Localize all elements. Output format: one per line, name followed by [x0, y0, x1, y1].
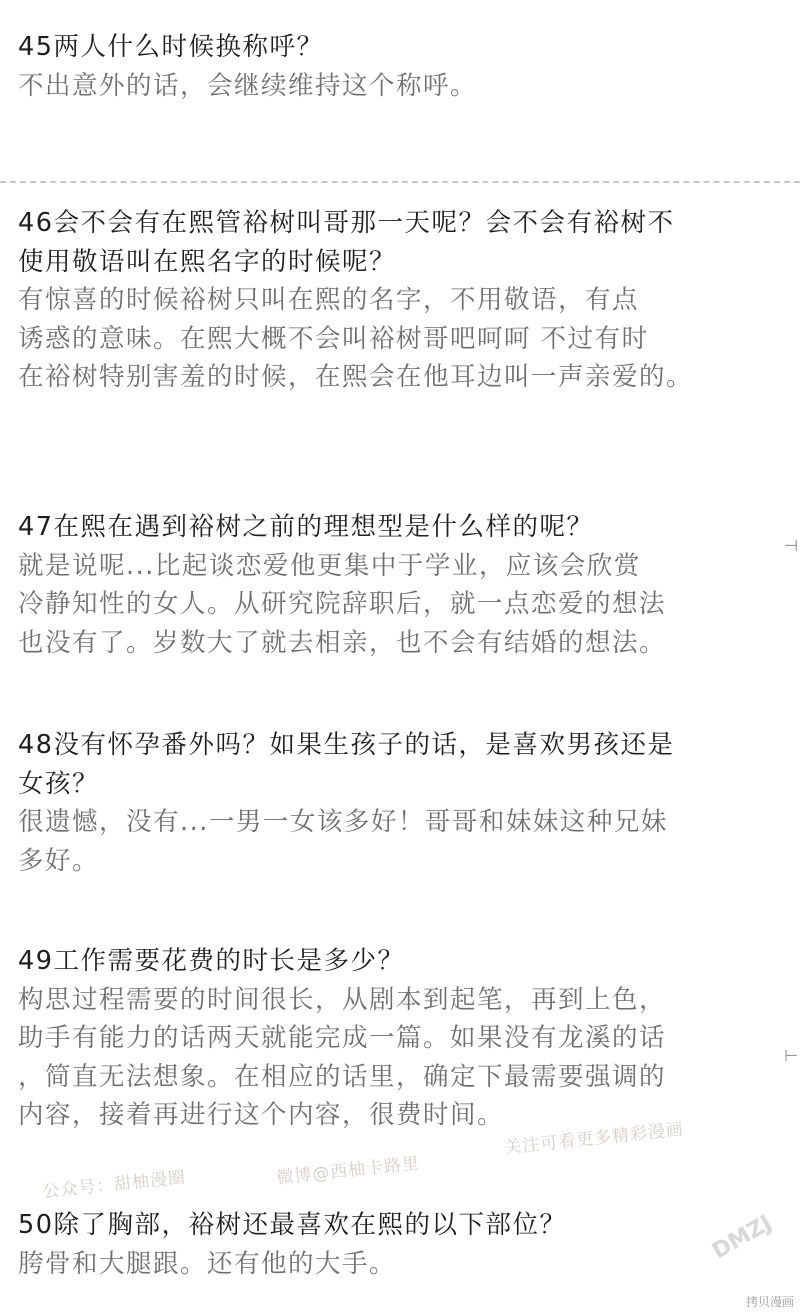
answer-text: 构思过程需要的时间很长，从剧本到起笔，再到上色，	[18, 984, 667, 1015]
edge-mark-icon: ⊣	[784, 536, 798, 555]
answer-text: 胯骨和大腿跟。还有他的大手。	[18, 1248, 397, 1279]
answer-text: 很遗憾，没有...一男一女该多好！哥哥和妹妹这种兄妹	[18, 807, 668, 837]
answer-text: 也没有了。岁数大了就去相亲，也不会有结婚的想法。	[18, 627, 667, 658]
question-text: 48没有怀孕番外吗？如果生孩子的话，是喜欢男孩还是	[18, 730, 675, 760]
qa-block-48	[18, 726, 793, 880]
question-text: 50除了胸部，裕树还最喜欢在熙的以下部位？	[18, 1210, 567, 1240]
question-text: 49工作需要花费的时长是多少？	[18, 946, 405, 976]
qa-block-46	[18, 204, 793, 397]
answer-text: 有惊喜的时候裕树只叫在熙的名字，不用敬语，有点	[18, 285, 640, 315]
qa-block-45	[18, 28, 793, 105]
qa-block-47	[18, 508, 793, 662]
answer-text: 就是说呢...比起谈恋爱他更集中于学业，应该会欣赏	[18, 550, 641, 581]
answer-text: 在裕树特别害羞的时候，在熙会在他耳边叫一声亲爱的。	[18, 362, 694, 392]
question-text: 使用敬语叫在熙名字的时候呢？	[18, 246, 397, 277]
edge-mark-icon: ⊢	[784, 1046, 798, 1065]
watermark-follow: 关注可看更多精彩漫画	[503, 1119, 685, 1159]
qa-block-49	[18, 942, 793, 1135]
answer-text: 内容，接着再进行这个内容，很费时间。	[18, 1100, 505, 1130]
question-text: 46会不会有在熙管裕树叫哥那一天呢？会不会有裕树不	[18, 208, 675, 238]
answer-text: 诱惑的意味。在熙大概不会叫裕树哥吧呵呵 不过有时	[18, 323, 649, 354]
answer-text: 不出意外的话，会继续维持这个称呼。	[18, 70, 478, 101]
answer-text: 多好。	[18, 845, 100, 876]
dmzj-logo-watermark: DMZJ	[708, 1210, 777, 1265]
answer-text: 助手有能力的话两天就能完成一篇。如果没有龙溪的话	[18, 1023, 667, 1053]
corner-watermark: 拷贝漫画	[745, 1295, 794, 1309]
dashed-divider	[0, 181, 800, 183]
question-text: 45两人什么时候换称呼？	[18, 32, 324, 62]
watermark-wechat: 公众号：甜柚漫圈	[41, 1167, 187, 1203]
watermark-weibo: 微博@西柚卡路里	[275, 1153, 421, 1189]
question-text: 女孩？	[18, 768, 100, 799]
answer-text: ，简直无法想象。在相应的话里，确定下最需要强调的	[18, 1061, 667, 1092]
qa-block-50	[18, 1206, 793, 1283]
question-text: 47在熙在遇到裕树之前的理想型是什么样的呢？	[18, 512, 594, 542]
answer-text: 冷静知性的女人。从研究院辞职后，就一点恋爱的想法	[18, 589, 667, 619]
